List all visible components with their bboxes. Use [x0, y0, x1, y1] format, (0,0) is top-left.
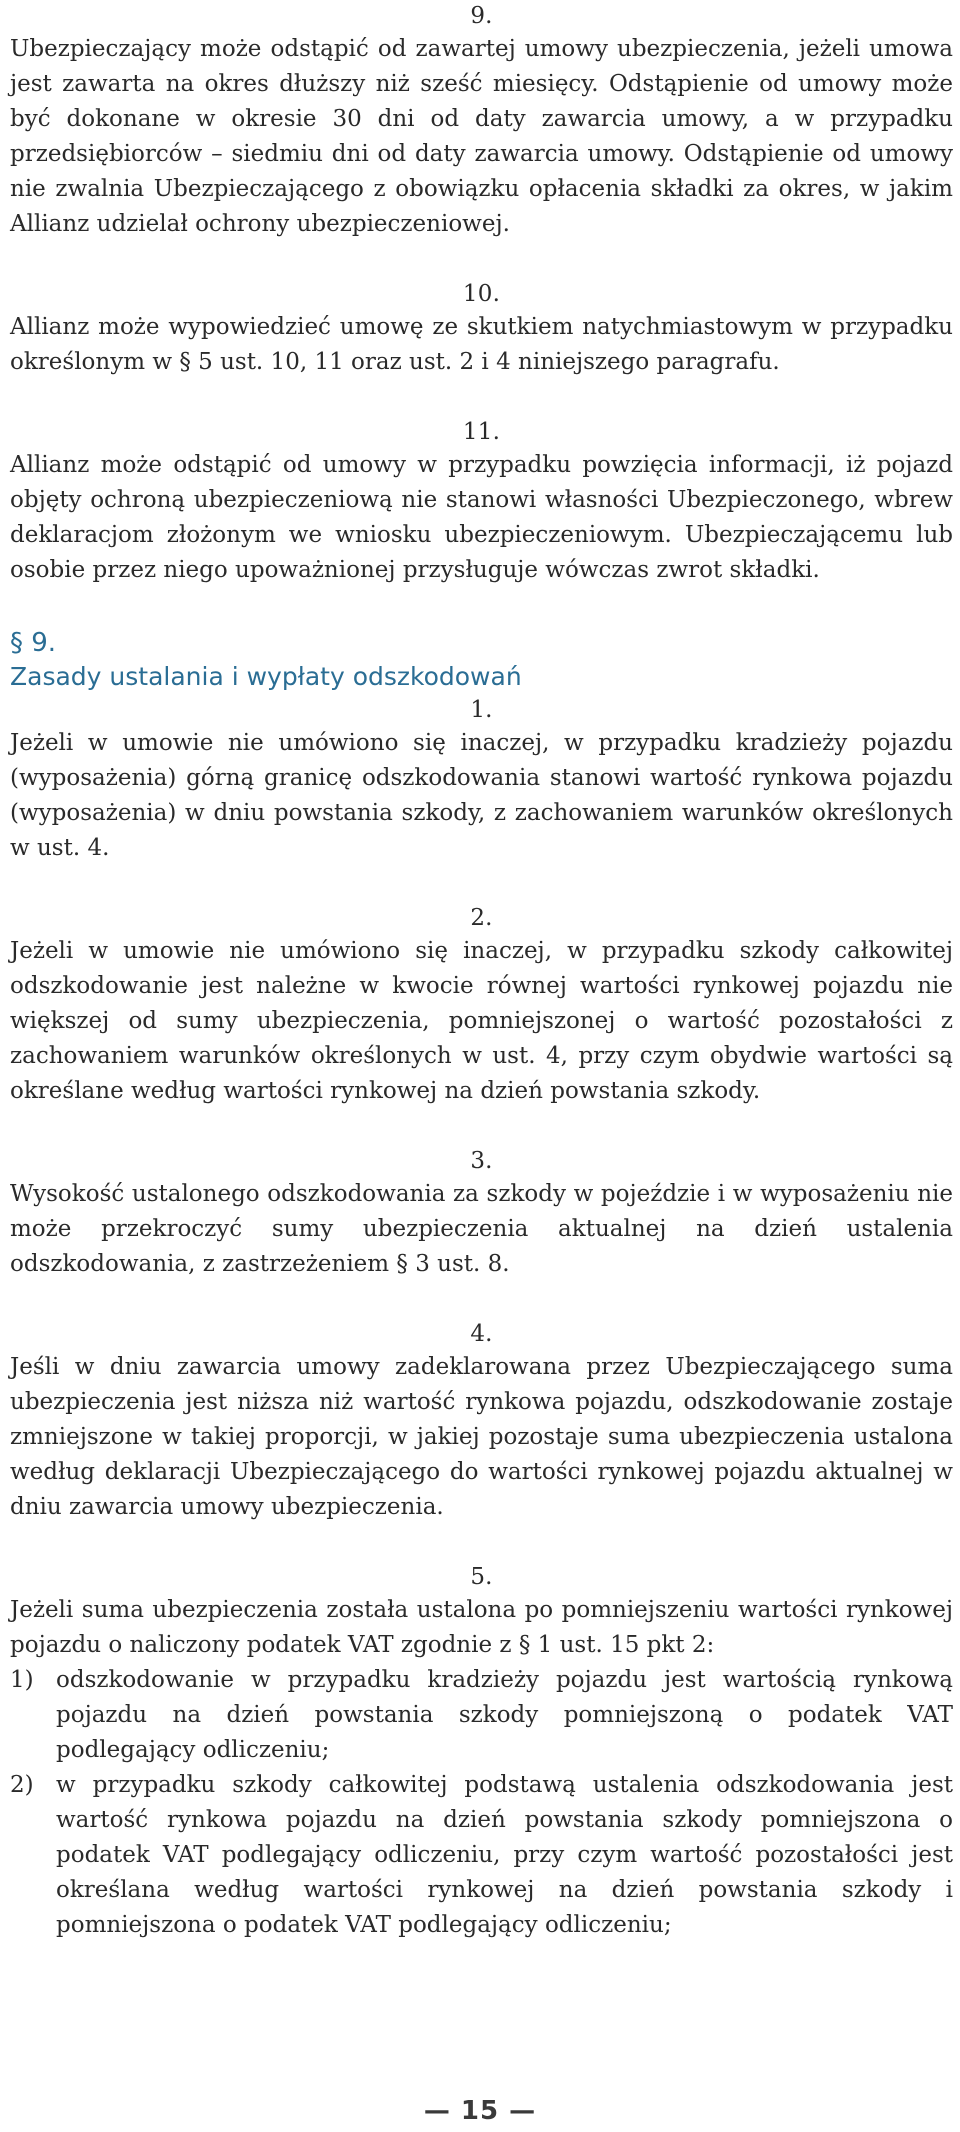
page-number: — 15 — — [423, 2096, 537, 2126]
clause-10 — [10, 278, 953, 380]
list-item — [10, 1663, 953, 1768]
clause-9 — [10, 0, 953, 242]
paragraph-number: 1. — [470, 697, 493, 723]
clause-text: Allianz może wypowiedzieć umowę ze skutkiem natychmiastowym w przypadku określonym w § 5 ust. 10, 11 oraz ust. 2 i 4 niniejszego paragrafu. — [10, 314, 953, 375]
section-mark: § 9. — [10, 628, 57, 658]
numbered-list — [10, 1663, 953, 1943]
clause-number: 10. — [462, 281, 501, 307]
list-marker: 2) — [10, 1772, 34, 1798]
section-paragraph-1 — [10, 694, 953, 866]
clause-text: Allianz może odstąpić od umowy w przypadku powzięcia informacji, iż pojazd objęty ochroną ubezpieczeniową nie stanowi własności Ubezpieczonego, wbrew deklaracjom złożonym we wniosku ubezpieczeniowym. Ubezpieczającemu lub osobie przez niego upoważnionej przysługuje wówczas zwrot składki. — [10, 452, 953, 583]
section-paragraph-4 — [10, 1318, 953, 1525]
section-paragraph-5 — [10, 1561, 953, 1943]
paragraph-text: Jeżeli w umowie nie umówiono się inaczej, w przypadku kradzieży pojazdu (wyposażenia) górną granicę odszkodowania stanowi wartość rynkowa pojazdu (wyposażenia) w dniu powstania szkody, z zachowaniem warunków określonych w ust. 4. — [10, 730, 953, 861]
clause-text: Ubezpieczający może odstąpić od zawartej umowy ubezpieczenia, jeżeli umowa jest zawarta na okres dłuższy niż sześć miesięcy. Odstąpienie od umowy może być dokonane w okresie 30 dni od daty zawarcia umowy, a w przypadku przedsiębiorców – siedmiu dni od daty zawarcia umowy. Odstąpienie od umowy nie zwalnia Ubezpieczającego z obowiązku opłacenia składki za okres, w jakim Allianz udzielał ochrony ubezpieczeniowej. — [10, 36, 953, 237]
paragraph-number: 2. — [470, 905, 493, 931]
clause-number: 9. — [470, 3, 493, 29]
document-page — [10, 0, 953, 1943]
paragraph-text: Jeżeli suma ubezpieczenia została ustalona po pomniejszeniu wartości rynkowej pojazdu o naliczony podatek VAT zgodnie z § 1 ust. 15 pkt 2: — [10, 1597, 953, 1658]
paragraph-text: Jeśli w dniu zawarcia umowy zadeklarowana przez Ubezpieczającego suma ubezpieczenia jest niższa niż wartość rynkowa pojazdu, odszkodowanie zostaje zmniejszone w takiej proporcji, w jakiej pozostaje suma ubezpieczenia ustalona według deklaracji Ubezpieczającego do wartości rynkowej pojazdu aktualnej w dniu zawarcia umowy ubezpieczenia. — [10, 1354, 953, 1520]
paragraph-text: Wysokość ustalonego odszkodowania za szkody w pojeździe i w wyposażeniu nie może przekroczyć sumy ubezpieczenia aktualnej na dzień ustalenia odszkodowania, z zastrzeżeniem § 3 ust. 8. — [10, 1181, 953, 1277]
list-item — [10, 1768, 953, 1943]
paragraph-text: Jeżeli w umowie nie umówiono się inaczej, w przypadku szkody całkowitej odszkodowanie jest należne w kwocie równej wartości rynkowej pojazdu nie większej od sumy ubezpieczenia, pomniejszonej o wartość pozostałości z zachowaniem warunków określonych w ust. 4, przy czym obydwie wartości są określane według wartości rynkowej na dzień powstania szkody. — [10, 938, 953, 1104]
list-marker: 1) — [10, 1667, 34, 1693]
paragraph-number: 3. — [470, 1148, 493, 1174]
paragraph-number: 4. — [470, 1321, 493, 1347]
section-paragraph-2 — [10, 902, 953, 1109]
paragraph-number: 5. — [470, 1564, 493, 1590]
section-paragraph-3 — [10, 1145, 953, 1282]
list-item-text: odszkodowanie w przypadku kradzieży pojazdu jest wartością rynkową pojazdu na dzień powstania szkody pomniejszoną o podatek VAT podlegający odliczeniu; — [56, 1667, 953, 1763]
clause-number: 11. — [462, 419, 501, 445]
list-item-text: w przypadku szkody całkowitej podstawą ustalenia odszkodowania jest wartość rynkowa pojazdu na dzień powstania szkody pomniejszona o podatek VAT podlegający odliczeniu, przy czym wartość pozostałości jest określana według wartości rynkowej na dzień powstania szkody i pomniejszona o podatek VAT podlegający odliczeniu; — [56, 1772, 953, 1938]
clause-11 — [10, 416, 953, 588]
section-title: Zasady ustalania i wypłaty odszkodowań — [10, 662, 522, 691]
